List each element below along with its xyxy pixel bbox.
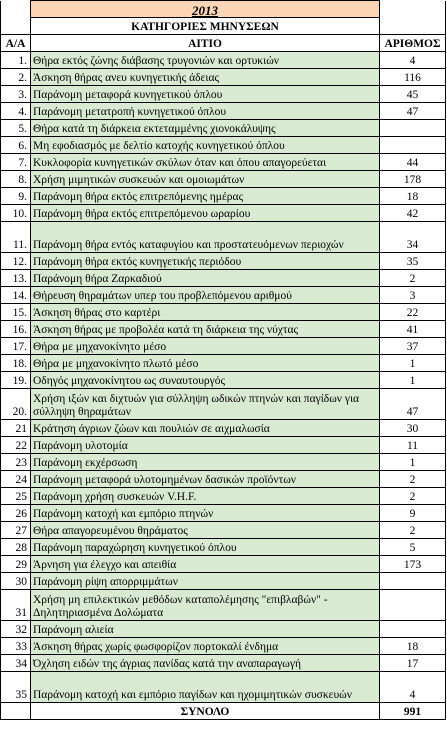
table-row <box>1 154 446 171</box>
row-index: 22 <box>1 437 31 454</box>
row-cause: Παράνομη μεταφορά υλοτομημένων δασικών προϊόντων <box>31 471 380 488</box>
row-index: 9. <box>1 188 31 205</box>
row-cause: Θήρα κατά τη διάρκεια εκτεταμμένης χιονοκάλυψης <box>31 120 380 137</box>
table-row <box>1 69 446 86</box>
row-count: 116 <box>380 69 446 86</box>
table-row <box>1 420 446 437</box>
row-cause: Όχληση ειδών της άγριας πανίδας κατά την αναπαραγωγή <box>31 655 380 672</box>
row-cause: Κράτηση άγριων ζώων και πουλιών σε αιχμαλωσία <box>31 420 380 437</box>
table-row <box>1 488 446 505</box>
row-index: 13. <box>1 270 31 287</box>
row-count: 5 <box>380 539 446 556</box>
row-index: 1. <box>1 52 31 69</box>
row-index: 32 <box>1 621 31 638</box>
row-index: 33 <box>1 638 31 655</box>
header-cause: ΑΙΤΙΟ <box>31 35 380 52</box>
table-row <box>1 471 446 488</box>
table-row <box>1 437 446 454</box>
row-cause: Θήρα με μηχανοκίνητο μέσο <box>31 338 380 355</box>
table-row <box>1 222 446 253</box>
row-index: 30 <box>1 573 31 590</box>
year-title: 2013 <box>31 1 380 18</box>
row-index: 2. <box>1 69 31 86</box>
total-value: 991 <box>380 703 446 720</box>
row-count: 34 <box>380 222 446 253</box>
row-cause: Παράνομη κατοχή και εμπόριο πτηνών <box>31 505 380 522</box>
row-count: 4 <box>380 52 446 69</box>
row-count: 17 <box>380 655 446 672</box>
row-cause: Παράνομη χρήση συσκευών V.H.F. <box>31 488 380 505</box>
table-row <box>1 573 446 590</box>
row-count: 47 <box>380 389 446 420</box>
row-cause: Παράνομη ρίψη απορριμμάτων <box>31 573 380 590</box>
row-index: 16. <box>1 321 31 338</box>
table-row <box>1 372 446 389</box>
row-index: 20. <box>1 389 31 420</box>
row-index: 21 <box>1 420 31 437</box>
row-index: 18. <box>1 355 31 372</box>
table-row <box>1 621 446 638</box>
row-cause: Παράνομη θήρα Ζαρκαδιού <box>31 270 380 287</box>
total-label: ΣΥΝΟΛΟ <box>31 703 380 720</box>
row-cause: Κυκλοφορία κυνηγετικών σκύλων όταν και όπου απαγορεύεται <box>31 154 380 171</box>
row-count: 11 <box>380 437 446 454</box>
table-row <box>1 103 446 120</box>
table-row <box>1 522 446 539</box>
table-row <box>1 638 446 655</box>
table-row <box>1 505 446 522</box>
year-row <box>1 1 446 18</box>
table-row <box>1 389 446 420</box>
row-index: 7. <box>1 154 31 171</box>
row-count: 178 <box>380 171 446 188</box>
row-count: 1 <box>380 454 446 471</box>
row-cause: Παράνομη μετατροπή κυνηγετικού όπλου <box>31 103 380 120</box>
row-count: 2 <box>380 471 446 488</box>
row-count: 9 <box>380 505 446 522</box>
row-count: 45 <box>380 86 446 103</box>
row-count: 1 <box>380 355 446 372</box>
row-count: 42 <box>380 205 446 222</box>
row-cause: Παράνομη εκχέρσωση <box>31 454 380 471</box>
row-index: 26 <box>1 505 31 522</box>
total-index-cell <box>1 703 31 720</box>
table-row <box>1 539 446 556</box>
row-index: 25 <box>1 488 31 505</box>
row-cause: Μη εφοδιασμός με δελτίο κατοχής κυνηγετικού όπλου <box>31 137 380 154</box>
row-cause: Χρήση ιξών και διχτυών για σύλληψη ωδικών πτηνών και παγίδων για σύλληψη θηραμάτων <box>31 389 380 420</box>
row-index: 10. <box>1 205 31 222</box>
row-count: 44 <box>380 154 446 171</box>
row-index: 6. <box>1 137 31 154</box>
row-count: 3 <box>380 287 446 304</box>
category-row <box>1 18 446 35</box>
table-row <box>1 137 446 154</box>
row-count: 2 <box>380 488 446 505</box>
row-cause: Παράνομη κατοχή και εμπόριο παγίδων και ηχομιμητικών συσκευών <box>31 672 380 703</box>
row-count: 30 <box>380 420 446 437</box>
row-index: 27 <box>1 522 31 539</box>
row-cause: Παράνομη υλοτομία <box>31 437 380 454</box>
row-index: 29 <box>1 556 31 573</box>
row-cause: Παράνομη μεταφορά κυνηγετικού όπλου <box>31 86 380 103</box>
table-row <box>1 205 446 222</box>
row-cause: Χρήση μη επιλεκτικών μεθόδων καταπολέμησης "επιβλαβών" - Δηλητηριασμένα Δολώματα <box>31 590 380 621</box>
row-index: 15. <box>1 304 31 321</box>
row-index: 28 <box>1 539 31 556</box>
row-cause: Θήρα με μηχανοκίνητο πλωτό μέσο <box>31 355 380 372</box>
row-count: 18 <box>380 638 446 655</box>
table-row <box>1 171 446 188</box>
table-row <box>1 556 446 573</box>
table-row <box>1 86 446 103</box>
row-index: 3. <box>1 86 31 103</box>
table-body <box>1 1 446 720</box>
table-row <box>1 287 446 304</box>
row-index: 35 <box>1 672 31 703</box>
table-row <box>1 672 446 703</box>
table-row <box>1 590 446 621</box>
year-right-cell <box>380 1 446 18</box>
row-count <box>380 137 446 154</box>
row-index: 34 <box>1 655 31 672</box>
row-cause: Θήρευση θηραμάτων υπερ του προβλεπόμενου αριθμού <box>31 287 380 304</box>
row-count: 41 <box>380 321 446 338</box>
table-row <box>1 454 446 471</box>
row-count: 1 <box>380 372 446 389</box>
row-count: 47 <box>380 103 446 120</box>
row-index: 23 <box>1 454 31 471</box>
row-cause: Άσκηση θήρας στο καρτέρι <box>31 304 380 321</box>
row-count: 173 <box>380 556 446 573</box>
row-index: 12. <box>1 253 31 270</box>
table-row <box>1 304 446 321</box>
row-cause: Άρνηση για έλεγχο και απειθία <box>31 556 380 573</box>
row-count <box>380 621 446 638</box>
row-count: 35 <box>380 253 446 270</box>
row-index: 24 <box>1 471 31 488</box>
row-cause: Παράνομη θήρα εκτός επιτρεπόμενης ημέρας <box>31 188 380 205</box>
table-row <box>1 188 446 205</box>
row-cause: Άσκηση θήρας χωρίς φωσφορίζον πορτοκαλί ένδημα <box>31 638 380 655</box>
header-row <box>1 35 446 52</box>
year-left-cell <box>1 1 31 18</box>
row-count <box>380 590 446 621</box>
row-index: 19. <box>1 372 31 389</box>
row-count: 18 <box>380 188 446 205</box>
row-index: 17. <box>1 338 31 355</box>
row-cause: Θήρα απαγορευμένου θηράματος <box>31 522 380 539</box>
total-row <box>1 703 446 720</box>
row-cause: Παράνομη θήρα εκτός κυνηγετικής περιόδου <box>31 253 380 270</box>
table-row <box>1 321 446 338</box>
row-count <box>380 573 446 590</box>
row-cause: Άσκηση θήρας με προβολέα κατά τη διάρκεια της νύχτας <box>31 321 380 338</box>
row-cause: Παράνομη αλιεία <box>31 621 380 638</box>
row-cause: Οδηγός μηχανοκίνητου ως συναυτουργός <box>31 372 380 389</box>
table-row <box>1 120 446 137</box>
table-row <box>1 52 446 69</box>
row-count: 2 <box>380 270 446 287</box>
row-index: 8. <box>1 171 31 188</box>
category-right-cell <box>380 18 446 35</box>
row-cause: Χρήση μιμητικών συσκευών και ομοιωμάτων <box>31 171 380 188</box>
category-left-cell <box>1 18 31 35</box>
row-index: 31 <box>1 590 31 621</box>
row-index: 14. <box>1 287 31 304</box>
header-index: Α/Α <box>1 35 31 52</box>
row-count: 22 <box>380 304 446 321</box>
category-title: ΚΑΤΗΓΟΡΙΕΣ ΜΗΝΥΣΕΩΝ <box>31 18 380 35</box>
row-index: 5. <box>1 120 31 137</box>
table-row <box>1 253 446 270</box>
row-cause: Άσκηση θήρας ανευ κυνηγετικής άδειας <box>31 69 380 86</box>
row-count: 4 <box>380 672 446 703</box>
row-count: 37 <box>380 338 446 355</box>
row-cause: Θήρα εκτός ζώνης διάβασης τρυγονιών και ορτυκιών <box>31 52 380 69</box>
table-row <box>1 338 446 355</box>
table-row <box>1 655 446 672</box>
row-index: 11. <box>1 222 31 253</box>
row-cause: Παράνομη παραχώρηση κυνηγετικού όπλου <box>31 539 380 556</box>
row-count <box>380 120 446 137</box>
row-cause: Παράνομη θήρα εκτός επιτρεπόμενου ωραρίου <box>31 205 380 222</box>
row-count: 2 <box>380 522 446 539</box>
row-cause: Παράνομη θήρα εντός καταφυγίου και προστατευόμενων περιοχών <box>31 222 380 253</box>
row-index: 4. <box>1 103 31 120</box>
table-row <box>1 270 446 287</box>
header-count: ΑΡΙΘΜΟΣ <box>380 35 446 52</box>
table-row <box>1 355 446 372</box>
